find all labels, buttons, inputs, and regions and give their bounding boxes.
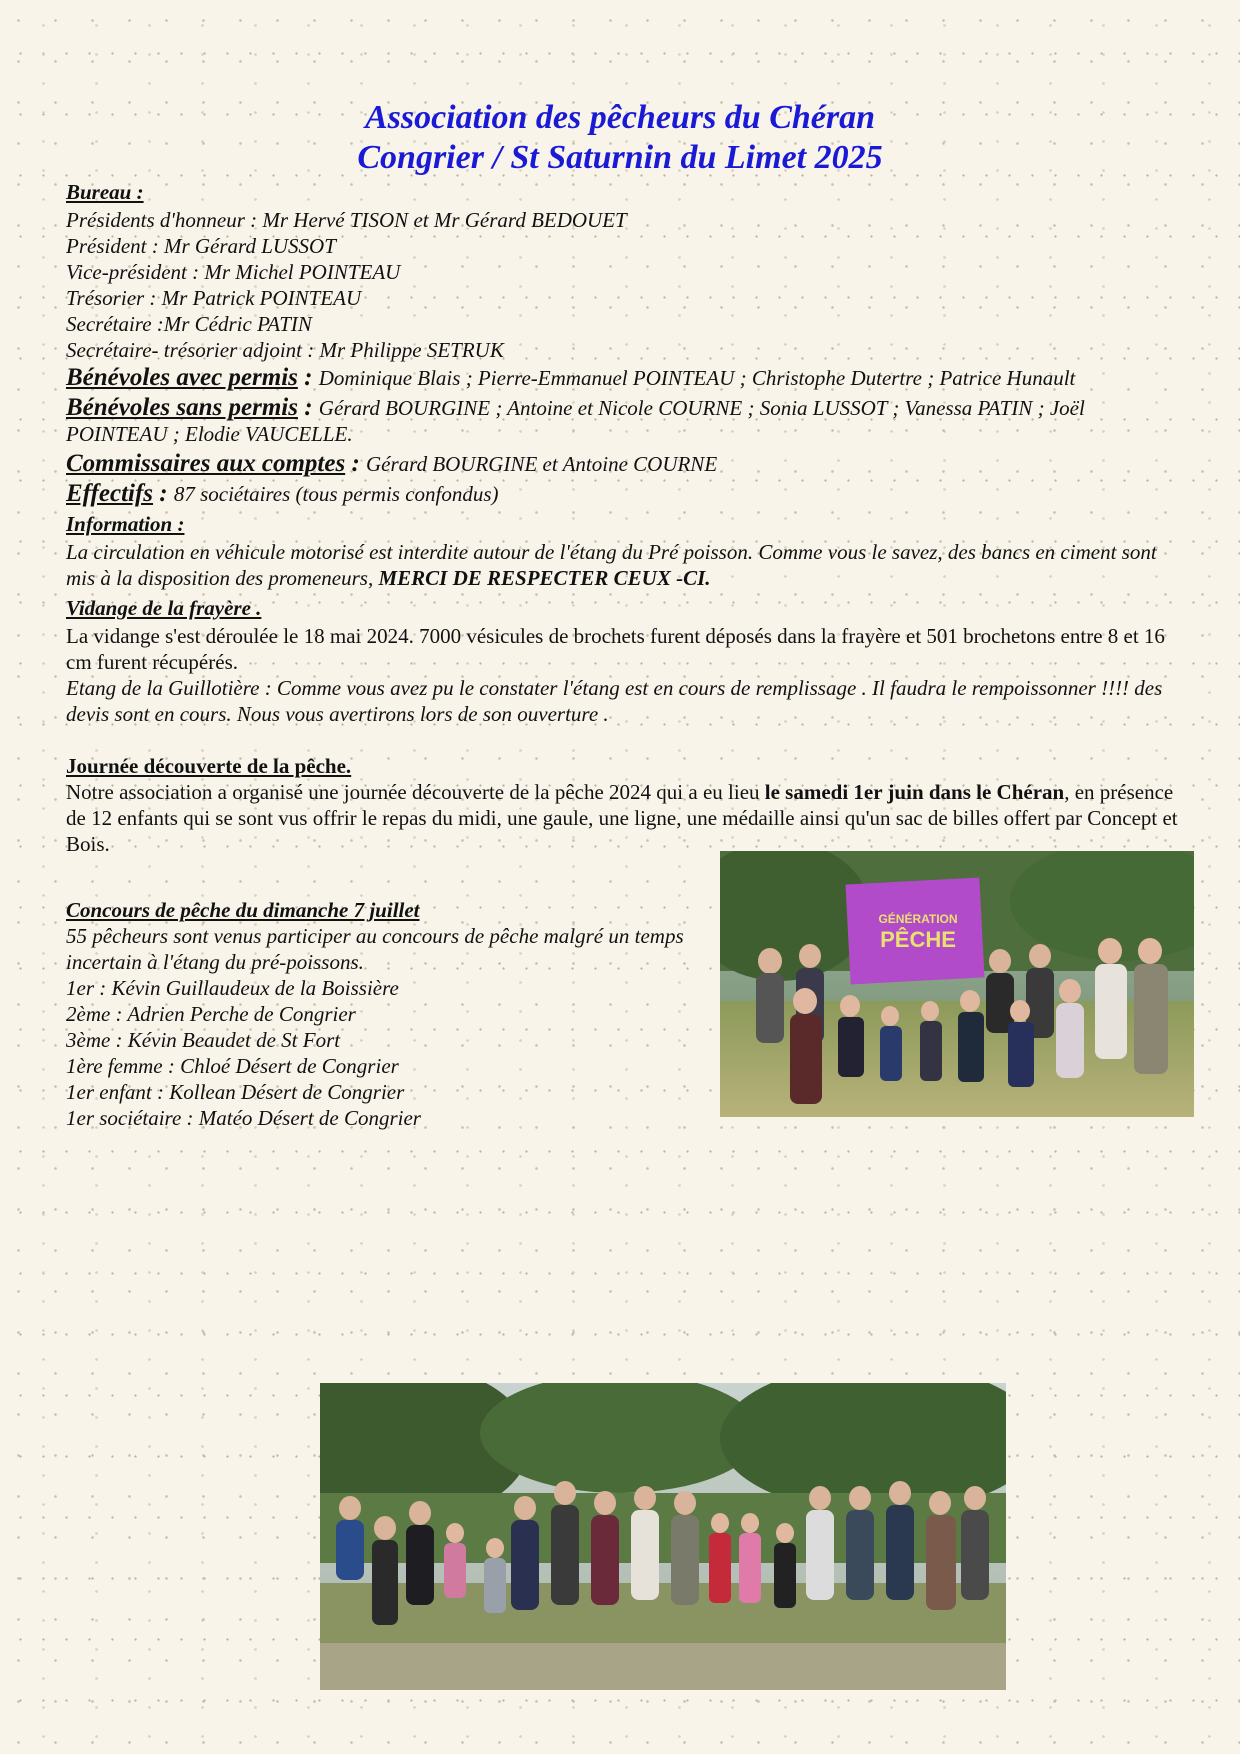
bureau-heading: Bureau : bbox=[66, 180, 144, 204]
photo-concours-group bbox=[320, 1383, 1006, 1690]
commissaires-heading: Commissaires aux comptes bbox=[66, 450, 346, 477]
concours-heading: Concours de pêche du dimanche 7 juillet bbox=[66, 898, 420, 922]
title-line-2: Congrier / St Saturnin du Limet 2025 bbox=[357, 139, 883, 176]
benevoles-permis-heading: Bénévoles avec permis bbox=[66, 364, 298, 391]
effectifs-text: 87 sociétaires (tous permis confondus) bbox=[173, 482, 499, 506]
journee-text-part: Notre association a organisé une journée découverte de la pêche 2024 qui a eu lieu bbox=[66, 780, 765, 804]
concours-result: 1er sociétaire : Matéo Désert de Congrier bbox=[66, 1106, 421, 1130]
benevoles-permis-text: Dominique Blais ; Pierre-Emmanuel POINTEAU ; Christophe Dutertre ; Patrice Hunault bbox=[318, 366, 1076, 390]
effectifs-heading: Effectifs bbox=[66, 480, 154, 507]
vidange-italic-text: Etang de la Guillotière : Comme vous avez pu le constater l'étang est en cours de remplissage . Il faudra le rempoissonner !!!! des devis sont en cours. Nous vous avertirons lors de son ouverture . bbox=[66, 676, 1163, 726]
benevoles-sans-text: Gérard BOURGINE ; Antoine et Nicole COURNE ; Sonia LUSSOT ; Vanessa PATIN ; Joël POINTEAU ; Elodie VAUCELLE. bbox=[66, 396, 1085, 446]
photo-generation-peche bbox=[720, 851, 1194, 1117]
bureau-line: Trésorier : Mr Patrick POINTEAU bbox=[66, 286, 362, 310]
photo-concours-group-image bbox=[320, 1383, 1006, 1690]
bureau-line: Vice-président : Mr Michel POINTEAU bbox=[66, 260, 401, 284]
information-heading: Information : bbox=[66, 512, 185, 536]
journee-bold: le samedi 1er juin dans le Chéran bbox=[764, 780, 1065, 804]
concours-section bbox=[66, 897, 716, 1131]
concours-result: 1er : Kévin Guillaudeux de la Boissière bbox=[66, 976, 399, 1000]
vidange-text: La vidange s'est déroulée le 18 mai 2024. 7000 vésicules de brochets furent déposés dans la frayère et 501 brochetons entre 8 et 16 cm furent récupérés. bbox=[66, 624, 1165, 674]
photo-generation-peche-image bbox=[720, 851, 1194, 1117]
title-line-1: Association des pêcheurs du Chéran bbox=[364, 99, 876, 136]
bureau-section bbox=[66, 177, 1178, 363]
separator: : bbox=[297, 394, 319, 421]
information-body: La circulation en véhicule motorisé est interdite autour de l'étang du Pré poisson. Comme vous le savez, des bancs en ciment sont mis à la disposition des promeneurs, bbox=[66, 540, 1157, 590]
concours-intro: 55 pêcheurs sont venus participer au concours de pêche malgré un temps incertain à l'étang du pré-poissons. bbox=[66, 924, 684, 974]
benevoles-permis-section bbox=[66, 365, 1178, 391]
concours-result: 1er enfant : Kollean Désert de Congrier bbox=[66, 1080, 405, 1104]
document-title bbox=[0, 98, 1240, 178]
benevoles-sans-heading: Bénévoles sans permis bbox=[66, 394, 298, 421]
separator: : bbox=[153, 480, 174, 507]
journee-text bbox=[66, 779, 1178, 857]
journee-text-part: , en présence de 12 enfants qui se sont vus offrir le repas du midi, une gaule, une ligne, une médaille ainsi qu'un sac de billes offert par Concept et Bois. bbox=[66, 780, 1178, 856]
journee-heading: Journée découverte de la pêche. bbox=[66, 754, 352, 778]
bureau-line: Secrétaire :Mr Cédric PATIN bbox=[66, 312, 312, 336]
bureau-line: Présidents d'honneur : Mr Hervé TISON et Mr Gérard BEDOUET bbox=[66, 208, 627, 232]
benevoles-sans-section bbox=[66, 395, 1178, 447]
concours-result: 3ème : Kévin Beaudet de St Fort bbox=[66, 1028, 341, 1052]
information-section bbox=[66, 509, 1178, 591]
bureau-line: Secrétaire- trésorier adjoint : Mr Philippe SETRUK bbox=[66, 338, 504, 362]
concours-result: 2ème : Adrien Perche de Congrier bbox=[66, 1002, 356, 1026]
banner-text-2: PÊCHE bbox=[880, 927, 956, 952]
information-bold: MERCI DE RESPECTER CEUX -CI. bbox=[378, 566, 711, 590]
separator: : bbox=[345, 450, 367, 477]
commissaires-text: Gérard BOURGINE et Antoine COURNE bbox=[366, 452, 718, 476]
bureau-line: Président : Mr Gérard LUSSOT bbox=[66, 234, 336, 258]
commissaires-section bbox=[66, 451, 1178, 477]
concours-result: 1ère femme : Chloé Désert de Congrier bbox=[66, 1054, 399, 1078]
vidange-section bbox=[66, 593, 1178, 727]
effectifs-section bbox=[66, 481, 1178, 507]
vidange-heading: Vidange de la frayère . bbox=[66, 596, 262, 620]
journee-section bbox=[66, 753, 1178, 857]
banner-text-1: GÉNÉRATION bbox=[878, 912, 958, 926]
information-text bbox=[66, 539, 1178, 591]
separator: : bbox=[297, 364, 319, 391]
